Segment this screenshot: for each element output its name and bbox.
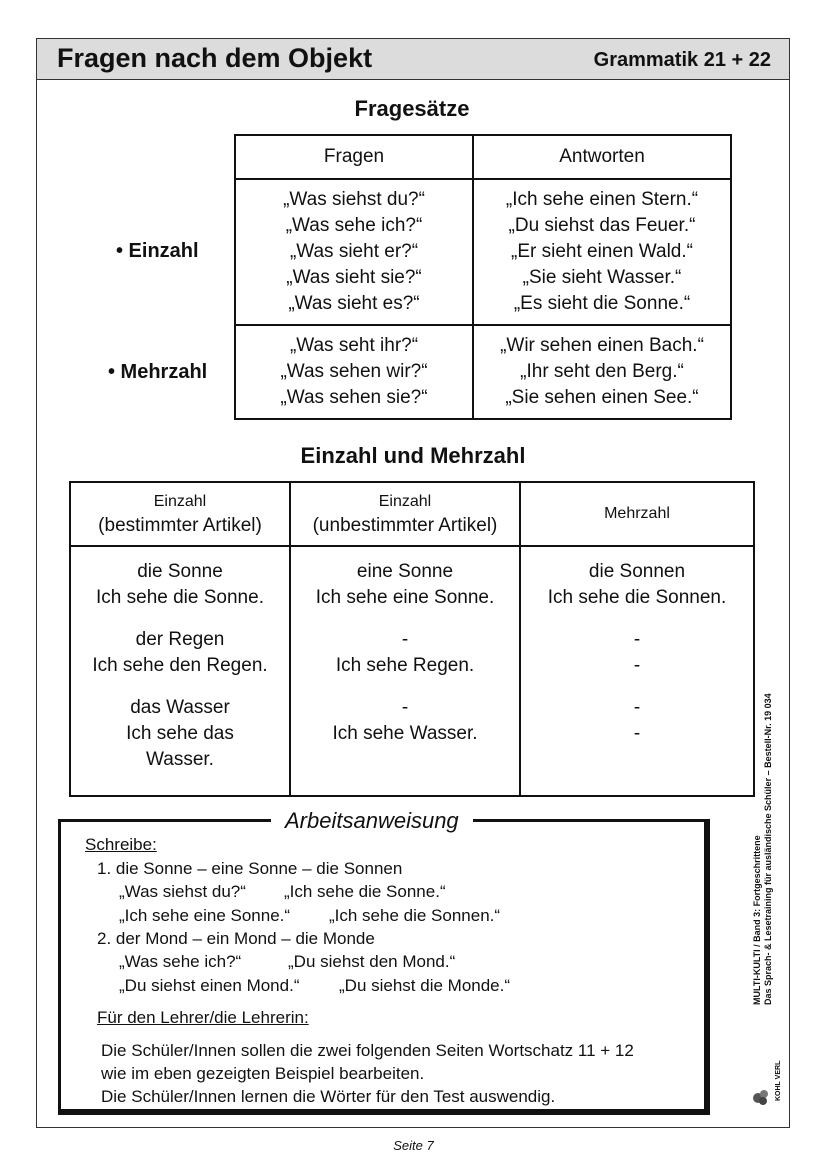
list-item: Ich sehe die Sonne. (96, 587, 264, 608)
list-item: - (633, 629, 641, 650)
bestimmt-cell (70, 546, 290, 796)
logo-icon (744, 1060, 784, 1108)
list-item: die Sonnen (588, 561, 686, 582)
list-item: „Er sieht einen Wald.“ (511, 241, 693, 262)
instruction-title: Arbeitsanweisung (271, 808, 473, 834)
list-item: „Was sieht er?“ (289, 241, 419, 262)
task-line: 1. die Sonne – eine Sonne – die Sonnen (97, 859, 403, 878)
teacher-label: Für den Lehrer/die Lehrerin: (97, 1008, 309, 1027)
list-item: - (401, 697, 409, 718)
grammar-reference: Grammatik 21 + 22 (593, 49, 771, 71)
list-item: - (633, 697, 641, 718)
list-item: „Was sehen wir?“ (280, 361, 428, 382)
header-line: Mehrzahl (604, 505, 670, 522)
list-item: „Sie sehen einen See.“ (505, 387, 699, 408)
list-item: „Was sehen sie?“ (280, 387, 428, 408)
list-item: „Es sieht die Sonne.“ (513, 293, 691, 314)
list-item: „Du siehst das Feuer.“ (508, 215, 696, 236)
einzahl-fragen-cell (235, 179, 473, 325)
header-line: Einzahl (153, 493, 207, 510)
header-line: (bestimmter Artikel) (98, 515, 262, 536)
list-item: Ich sehe das (126, 723, 234, 744)
col-header-fragen: Fragen (235, 135, 473, 179)
header-line: Einzahl (378, 493, 432, 510)
schreibe-label: Schreibe: (85, 835, 157, 854)
task-line: „Du siehst einen Mond.“ (119, 976, 300, 995)
list-item: Ich sehe eine Sonne. (315, 587, 495, 608)
list-item: „Was sieht sie?“ (286, 267, 422, 288)
label-einzahl: • Einzahl (116, 240, 199, 262)
list-item: Ich sehe den Regen. (92, 655, 268, 676)
list-item: die Sonne (137, 561, 223, 582)
col-header-bestimmt (70, 482, 290, 546)
list-item: „Was sehe ich?“ (285, 215, 423, 236)
list-item: „Wir sehen einen Bach.“ (500, 335, 704, 356)
col-header-unbestimmt (290, 482, 520, 546)
word-group (71, 627, 289, 679)
list-item: „Ihr seht den Berg.“ (520, 361, 684, 382)
page-header (36, 38, 790, 80)
mehrzahl-cell (520, 546, 754, 796)
task-line: „Was siehst du?“ (119, 882, 246, 901)
word-group (71, 695, 289, 773)
publisher-sidebar (752, 693, 774, 1005)
instruction-box (58, 808, 710, 1115)
section-title-fragesaetze: Fragesätze (354, 96, 470, 121)
word-group (521, 627, 753, 679)
label-mehrzahl: • Mehrzahl (108, 361, 208, 383)
list-item: „Ich sehe einen Stern.“ (505, 189, 699, 210)
page-title: Fragen nach dem Objekt (57, 43, 373, 73)
list-item: „Was sieht es?“ (288, 293, 420, 314)
list-item: - (633, 723, 641, 744)
task-line: „Ich sehe die Sonne.“ (284, 882, 446, 901)
task-line: „Was sehe ich?“ (119, 952, 242, 971)
list-item: „Was seht ihr?“ (289, 335, 419, 356)
word-group (521, 695, 753, 747)
page-number: Seite 7 (393, 1138, 434, 1153)
word-group (71, 559, 289, 611)
list-item: „Was siehst du?“ (283, 189, 425, 210)
series-line: MULTI-KULTI / Band 3: Fortgeschrittene (752, 835, 762, 1005)
list-item: - (401, 629, 409, 650)
list-item: das Wasser (130, 697, 230, 718)
list-item: eine Sonne (356, 561, 454, 582)
word-group (521, 559, 753, 611)
list-item: Wasser. (146, 749, 214, 770)
kohl-verlag-logo (744, 1060, 784, 1108)
list-item: Ich sehe Wasser. (332, 723, 478, 744)
table-row (235, 179, 731, 325)
task-line: „Du siehst den Mond.“ (288, 952, 456, 971)
section-title-einzahl-mehrzahl: Einzahl und Mehrzahl (300, 443, 526, 468)
table-row (70, 546, 754, 796)
einzahl-antworten-cell (473, 179, 731, 325)
einzahl-mehrzahl-table (69, 481, 755, 797)
list-item: der Regen (135, 629, 225, 650)
unbestimmt-cell (290, 546, 520, 796)
teacher-line: wie im eben gezeigten Beispiel bearbeiten. (101, 1064, 425, 1083)
task-line: 2. der Mond – ein Mond – die Monde (97, 929, 375, 948)
fragesaetze-table (234, 134, 732, 420)
list-item: Ich sehe die Sonnen. (547, 587, 727, 608)
teacher-line: Die Schüler/Innen lernen die Wörter für den Test auswendig. (101, 1087, 556, 1106)
list-item: Ich sehe Regen. (335, 655, 475, 676)
order-line: Das Sprach- & Lesetraining für ausländische Schüler – Bestell-Nr. 19 034 (763, 693, 773, 1005)
mehrzahl-fragen-cell (235, 325, 473, 419)
header-line: (unbestimmter Artikel) (312, 515, 498, 536)
table-row (235, 325, 731, 419)
publisher-name: KOHL VERLAG (775, 1060, 782, 1101)
task-line: „Ich sehe eine Sonne.“ (119, 906, 291, 925)
task-line: „Ich sehe die Sonnen.“ (329, 906, 501, 925)
list-item: „Sie sieht Wasser.“ (522, 267, 682, 288)
word-group (291, 559, 519, 611)
col-header-antworten: Antworten (473, 135, 731, 179)
mehrzahl-antworten-cell (473, 325, 731, 419)
word-group (291, 695, 519, 747)
col-header-mehrzahl (520, 482, 754, 546)
word-group (291, 627, 519, 679)
list-item: - (633, 655, 641, 676)
teacher-line: Die Schüler/Innen sollen die zwei folgenden Seiten Wortschatz 11 + 12 (101, 1041, 634, 1060)
task-line: „Du siehst die Monde.“ (339, 976, 511, 995)
